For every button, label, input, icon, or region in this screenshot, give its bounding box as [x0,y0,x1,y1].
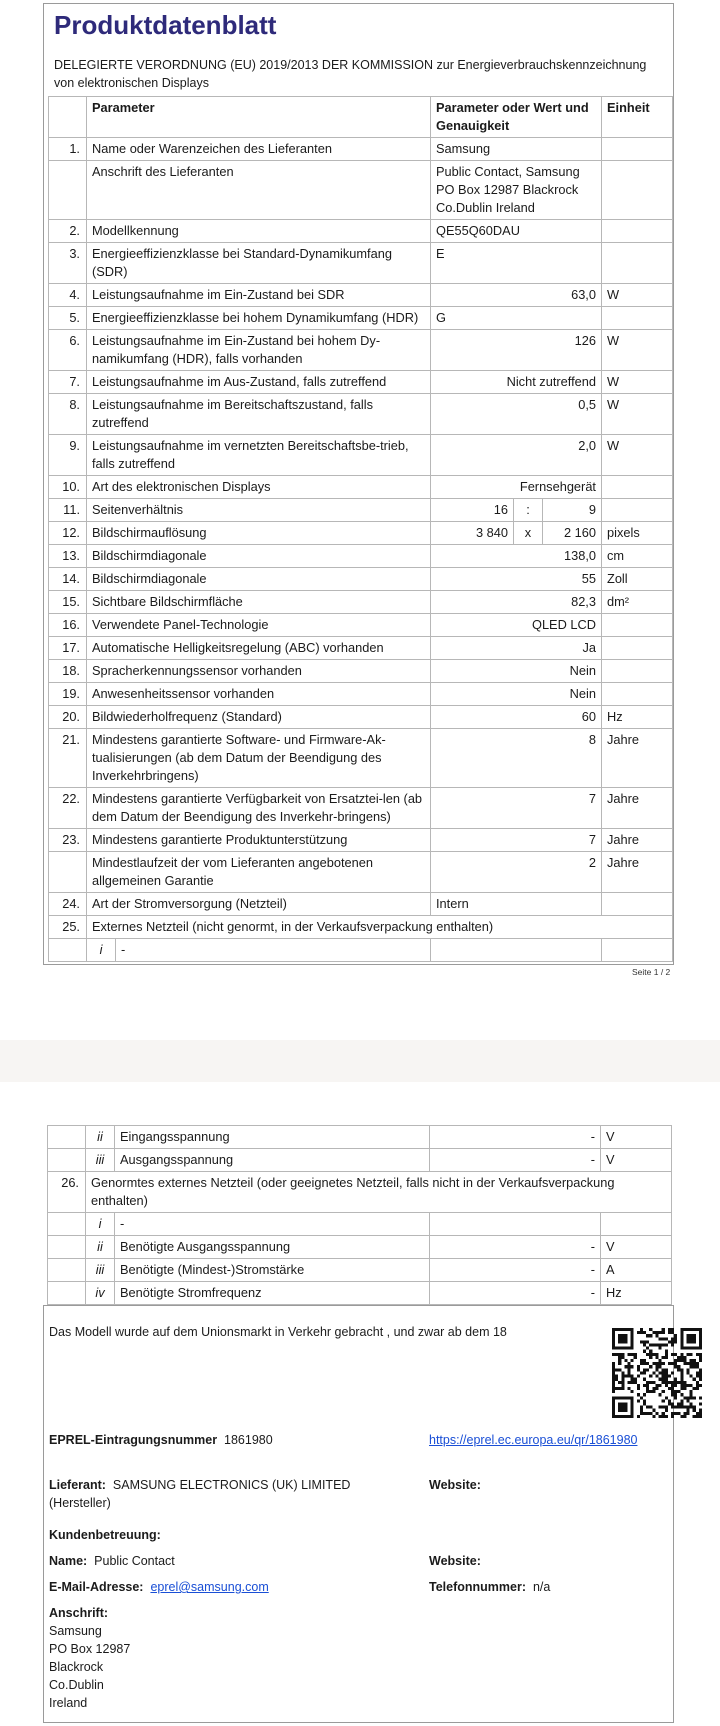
row-value: QLED LCD [431,614,602,637]
row-value-a: 3 840 [431,522,514,545]
datasheet-page-2 [43,1125,674,1323]
table-row [49,637,673,660]
row-parameter: Benötigte Ausgangsspannung [120,1239,291,1254]
row-number: 5. [49,307,87,330]
row-value: - [430,1149,601,1172]
address-line: Ireland [49,1696,88,1710]
table-row [49,916,673,939]
row-unit: Hz [602,706,673,729]
table-row [48,1126,672,1149]
roman-index: iv [86,1282,115,1304]
row-value: G [431,307,602,330]
row-value-b: 2 160 [543,522,602,545]
supplier-value: SAMSUNG ELECTRONICS (UK) LIMITED (Hersteller) [49,1478,351,1510]
row-parameter: Spracherkennungssensor vorhanden [87,660,431,683]
table-row [49,568,673,591]
row-unit: Jahre [602,852,673,893]
header-unit: Einheit [602,97,673,138]
table-row [49,545,673,568]
table-row [49,284,673,307]
row-value: Fernsehgerät [431,476,602,499]
market-date-text: Das Modell wurde auf dem Unionsmarkt in Verkehr gebracht , und zwar ab dem 18 [49,1325,507,1339]
row-number [49,852,87,893]
table-row [49,394,673,435]
row-number: 19. [49,683,87,706]
header-value: Parameter oder Wert und Genauigkeit [431,97,602,138]
row-value: 126 [431,330,602,371]
parameter-table [48,96,673,962]
row-parameter: Modellkennung [87,220,431,243]
datasheet-page-1 [43,3,674,977]
row-unit: W [602,330,673,371]
qr-code[interactable] [612,1328,702,1418]
row-number: 4. [49,284,87,307]
table-row [49,435,673,476]
row-unit: W [602,284,673,307]
page-title: Produktdatenblatt [54,10,277,40]
table-row [49,852,673,893]
customer-support-label: Kundenbetreuung: [49,1528,161,1542]
page-gap [0,1040,720,1082]
row-number: 13. [49,545,87,568]
row-parameter: Automatische Helligkeitsregelung (ABC) vorhanden [87,637,431,660]
row-parameter: - [120,1216,125,1231]
row-value: 55 [431,568,602,591]
row-unit: V [601,1126,672,1149]
table-row [49,660,673,683]
supplier-line: Lieferant: SAMSUNG ELECTRONICS (UK) LIMITED (Hersteller) [49,1478,351,1510]
row-parameter: Mindestlaufzeit der vom Lieferanten angebotenen allgemeinen Garantie [87,852,431,893]
table-row [49,939,673,962]
table-header [49,97,673,138]
row-value: 60 [431,706,602,729]
row-parameter: Verwendete Panel-Technologie [87,614,431,637]
row-value: Public Contact, Samsung PO Box 12987 Blackrock Co.Dublin Ireland [431,161,602,220]
table-row [49,330,673,371]
roman-index: iii [86,1259,115,1281]
table-row [49,591,673,614]
table-row [49,522,673,545]
row-unit: Jahre [602,788,673,829]
website-label-2: Website: [429,1554,481,1568]
row-parameter: Leistungsaufnahme im Ein-Zustand bei hohem Dy-namikumfang (HDR), falls vorhanden [87,330,431,371]
row-value: 2,0 [431,435,602,476]
eprel-link[interactable]: https://eprel.ec.europa.eu/qr/1861980 [429,1433,638,1447]
row-parameter: Leistungsaufnahme im Aus-Zustand, falls zutreffend [87,371,431,394]
phone-line: Telefonnummer: n/a [429,1580,551,1594]
row-value: QE55Q60DAU [431,220,602,243]
roman-index: ii [86,1236,115,1258]
row-unit: Jahre [602,829,673,852]
row-number: 7. [49,371,87,394]
row-unit [602,220,673,243]
row-parameter: Anschrift des Lieferanten [87,161,431,220]
row-value: 82,3 [431,591,602,614]
row-number: 14. [49,568,87,591]
table-row [49,243,673,284]
table-row [49,476,673,499]
row-parameter: Bildwiederholfrequenz (Standard) [87,706,431,729]
table-row [49,893,673,916]
row-unit: V [601,1149,672,1172]
row-value-b: 9 [543,499,602,522]
address-block [49,1622,130,1712]
row-number: 18. [49,660,87,683]
row-number: 10. [49,476,87,499]
row-number: 23. [49,829,87,852]
row-number: 6. [49,330,87,371]
regulation-subtitle: DELEGIERTE VERORDNUNG (EU) 2019/2013 DER KOMMISSION zur Energieverbrauchskennzeichnung von elektronischen Displays [54,58,647,90]
row-value: - [430,1282,601,1305]
contact-name: Name: Public Contact [49,1554,175,1568]
row-value: E [431,243,602,284]
row-unit: pixels [602,522,673,545]
row-value: 7 [431,829,602,852]
row-unit [602,499,673,522]
row-value: 2 [431,852,602,893]
table-row [49,683,673,706]
table-row [49,499,673,522]
table-row [49,614,673,637]
row-parameter: Art des elektronischen Displays [87,476,431,499]
row-parameter: Mindestens garantierte Produktunterstützung [87,829,431,852]
row-value: Nicht zutreffend [431,371,602,394]
row-unit [602,683,673,706]
row-value-a: 16 [431,499,514,522]
row-unit [602,243,673,284]
row-unit [602,660,673,683]
row-number: 3. [49,243,87,284]
row-parameter: Leistungsaufnahme im Ein-Zustand bei SDR [87,284,431,307]
row-number: 25. [49,916,87,939]
row-unit [602,476,673,499]
row-unit: W [602,394,673,435]
row-parameter: Sichtbare Bildschirmfläche [87,591,431,614]
row-parameter: Bildschirmdiagonale [87,568,431,591]
row-value: 138,0 [431,545,602,568]
row-number: 9. [49,435,87,476]
address-line: Blackrock [49,1660,104,1674]
row-unit: Zoll [602,568,673,591]
table-row [49,788,673,829]
row-number: 20. [49,706,87,729]
row-unit: cm [602,545,673,568]
row-parameter: Eingangsspannung [120,1129,230,1144]
row-number: 26. [48,1172,86,1213]
address-line: Samsung [49,1624,102,1638]
eprel-number: 1861980 [224,1433,273,1447]
row-unit: W [602,435,673,476]
row-value-sep: x [514,522,543,545]
address-label: Anschrift: [49,1606,109,1620]
table-row [48,1282,672,1305]
table-row [48,1172,672,1213]
row-value: Intern [431,893,602,916]
row-unit: Jahre [602,729,673,788]
row-value: 63,0 [431,284,602,307]
row-parameter: Leistungsaufnahme im vernetzten Bereitschaftsbe-trieb, falls zutreffend [87,435,431,476]
table-row [49,138,673,161]
roman-index: i [86,1213,115,1235]
row-value: Nein [431,683,602,706]
row-unit: A [601,1259,672,1282]
row-parameter: Bildschirmdiagonale [87,545,431,568]
row-parameter: Energieeffizienzklasse bei Standard-Dynamikumfang (SDR) [87,243,431,284]
row-number: 22. [49,788,87,829]
row-number [49,161,87,220]
row-number: 8. [49,394,87,435]
row-parameter: Leistungsaufnahme im Bereitschaftszustand, falls zutreffend [87,394,431,435]
roman-index: ii [86,1126,115,1148]
row-value-sep: : [514,499,543,522]
row-parameter: Ausgangsspannung [120,1152,234,1167]
row-parameter: Benötigte (Mindest-)Stromstärke [120,1262,305,1277]
row-parameter: Genormtes externes Netzteil (oder geeignetes Netzteil, falls nicht in der Verkaufsverpackung enthalten) [86,1172,672,1213]
row-parameter: Mindestens garantierte Software- und Firmware-Ak-tualisierungen (ab dem Datum der Beendigung des Inverkehrbringens) [87,729,431,788]
row-value: Samsung [431,138,602,161]
address-line: PO Box 12987 [49,1642,131,1656]
row-unit: Hz [601,1282,672,1305]
table-row [48,1213,672,1236]
row-unit [602,307,673,330]
row-unit [602,893,673,916]
row-value: 7 [431,788,602,829]
table-row [48,1149,672,1172]
supplier-info-box [43,1305,674,1723]
email-link[interactable]: eprel@samsung.com [150,1580,269,1594]
eprel-label: EPREL-Eintragungsnummer 1861980 [49,1433,273,1447]
row-parameter: Externes Netzteil (nicht genormt, in der Verkaufsverpackung enthalten) [87,916,673,939]
header-parameter: Parameter [87,97,431,138]
row-number: 17. [49,637,87,660]
table-row [49,371,673,394]
row-number: 15. [49,591,87,614]
row-number: 12. [49,522,87,545]
website-label: Website: [429,1478,481,1492]
row-value: - [430,1259,601,1282]
row-value: 8 [431,729,602,788]
row-parameter: Energieeffizienzklasse bei hohem Dynamikumfang (HDR) [87,307,431,330]
table-row [49,307,673,330]
row-parameter: Anwesenheitssensor vorhanden [87,683,431,706]
row-parameter: Bildschirmauflösung [87,522,431,545]
table-row [49,706,673,729]
row-number: 2. [49,220,87,243]
table-row [48,1236,672,1259]
row-unit [602,614,673,637]
row-unit [602,637,673,660]
row-parameter: Art der Stromversorgung (Netzteil) [87,893,431,916]
row-parameter: - [121,942,126,957]
address-line: Co.Dublin [49,1678,104,1692]
table-row [49,220,673,243]
parameter-table-continued [47,1125,672,1305]
row-value: - [430,1236,601,1259]
row-unit: W [602,371,673,394]
row-value: 0,5 [431,394,602,435]
table-row [49,829,673,852]
row-unit: V [601,1236,672,1259]
row-unit [602,138,673,161]
row-parameter: Mindestens garantierte Verfügbarkeit von Ersatztei-len (ab dem Datum der Beendigung des Inverkehr-bringens) [87,788,431,829]
row-number: 24. [49,893,87,916]
table-row [49,729,673,788]
row-value: Ja [431,637,602,660]
row-number: 16. [49,614,87,637]
page-number: Seite 1 / 2 [632,967,671,977]
row-value: - [430,1126,601,1149]
roman-index: i [87,939,116,961]
table-row [48,1259,672,1282]
row-parameter: Name oder Warenzeichen des Lieferanten [87,138,431,161]
table-row [49,161,673,220]
roman-index: iii [86,1149,115,1171]
row-parameter: Seitenverhältnis [87,499,431,522]
row-value: Nein [431,660,602,683]
row-number: 11. [49,499,87,522]
row-number: 21. [49,729,87,788]
email-line: E-Mail-Adresse: eprel@samsung.com [49,1580,269,1594]
row-unit: dm² [602,591,673,614]
row-parameter: Benötigte Stromfrequenz [120,1285,262,1300]
row-unit [602,161,673,220]
row-number: 1. [49,138,87,161]
